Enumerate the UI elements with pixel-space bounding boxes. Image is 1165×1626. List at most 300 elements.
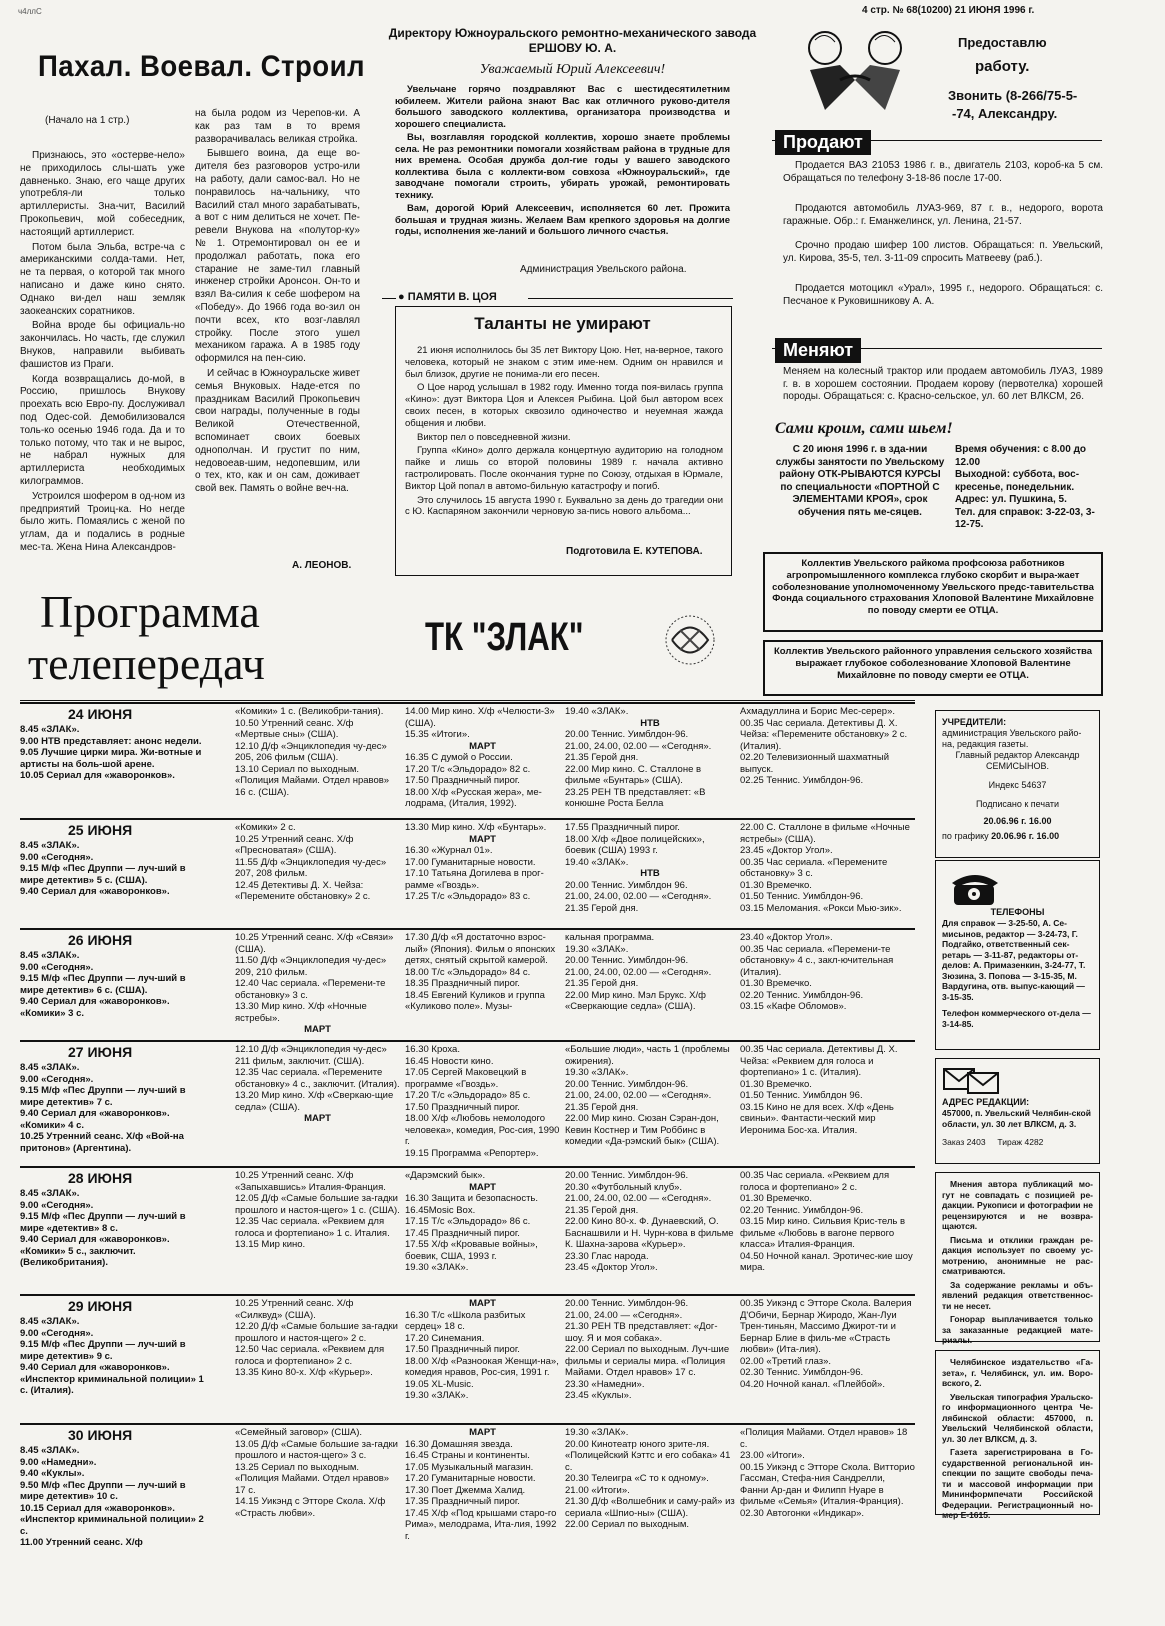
paragraph: Когда возвращались до-мой, в Россию, пришлось Внукову проехать всю Евро-пу. Дослуживал под Одес-сой. Демобилизовался толь-ко осенью 1946 года. Да и то только потому, что так и не вырос, не набрал нужных для артиллериста необходимых килограммов. (20, 373, 185, 487)
schedule-item: 9.15 М/ф «Пес Друппи — луч-ший в мире «детектив» 8 с. (20, 1211, 186, 1234)
sew-left: С 20 июня 1996 г. в зда-нии службы занятости по Увельскому району ОТК-РЫВАЮТСЯ КУРСЫ по специальности «ПОРТНОЙ С ЭЛЕМЕНТАМИ КРОЯ», срок обучения пять ме-сяцев. (775, 444, 945, 518)
schedule-item: 18.00 Х/ф «Двое полицейских», боевик (США) 1993 г. (565, 833, 705, 856)
schedule-item: 10.15 Сериал для «жаворонков». «Инспектор криминальной полиции» 2 с. (20, 1502, 204, 1537)
ad-item: Продается мотоцикл «Урал», 1995 г., недорого. Обращаться: с. Песчаное к Руковишникову А. А. (783, 283, 1103, 307)
founders-date1: 20.06.96 г. 16.00 (983, 816, 1052, 826)
schedule-item: 8.45 «ЗЛАК». (20, 1445, 80, 1456)
schedule-item: 16.35 С думой о России. (405, 752, 513, 763)
schedule-column (405, 1044, 560, 1159)
sew-right (955, 444, 1105, 532)
day-heading: 29 ИЮНЯ (68, 1298, 133, 1314)
founders-title: УЧРЕДИТЕЛИ: (942, 717, 1007, 727)
schedule-column (20, 1445, 205, 1549)
schedule-item: 17.30 Д/ф «Я достаточно взрос-лый» (Япония). Фильм о японских детях, снятый скрытой камерой. (405, 932, 556, 966)
schedule-item: 20.00 Теннис. Уимблдон-96. (565, 1078, 689, 1090)
article-col2 (195, 108, 360, 498)
schedule-item: 9.40 Сериал для «жаворонков». «Инспектор криминальной полиции» 1 с. (Италия). (20, 1362, 204, 1396)
schedule-item: 17.45 Праздничный пирог. (405, 1227, 520, 1239)
print-label: Тираж (997, 1137, 1023, 1147)
schedule-item: 10.25 Утренний сеанс. Х/ф «Силквуд» (США). (235, 1298, 354, 1321)
schedule-item: 00.35 Час сериала. Детективы Д. Х. Чейза: «Реквием для голоса и фортепиано» 1 с. (Италия). (740, 1044, 898, 1078)
job-ad-line4: -74, Александру. (952, 106, 1058, 121)
order-label: Заказ (942, 1137, 965, 1147)
schedule-item: 12.05 Д/ф «Самые большие за-гадки прошлого и настоя-щего» 1 с. (США). (235, 1193, 400, 1216)
bullet-icon: ● (398, 291, 405, 303)
day-block (20, 1044, 940, 1162)
day-block (20, 932, 940, 1036)
article-author: А. ЛЕОНОВ. (292, 560, 352, 571)
schedule-item: 13.25 Сериал по выходным. «Полиция Майами. Отдел нравов» 17 с. (235, 1461, 390, 1496)
schedule-item: Ахмадуллина и Борис Мес-серер». (740, 706, 896, 717)
publisher-item: Газета зарегистрирована в Го-сударственной региональной ин-спекции по защите свободы печа-ти и массовой информации при Мининформпечати Российской Федерации. Регистрационный но-мер Е-1615. (942, 1447, 1093, 1520)
schedule-item: 20.00 Теннис. Уимблдон-96. (565, 1298, 689, 1309)
schedule-item: 10.25 Утренний сеанс. Х/ф «Вой-на притонов» (Аргентина). (20, 1131, 184, 1154)
schedule-item: 12.40 Час сериала. «Перемени-те обстановку» 3 с. (235, 978, 386, 1001)
schedule-item: «Большие люди», часть 1 (проблемы ожирения). (565, 1044, 730, 1067)
schedule-item: 20.30 Телеигра «С то к одному». (565, 1473, 709, 1484)
paragraph: Потом была Эльба, встре-ча с американскими солда-тами. Нет, не та первая, о которой так много написано и даже кино снято. Однако ви-дел наш земляк заокеанских соратников. (20, 241, 185, 317)
schedule-item: 03.15 «Кафе Обломов». (740, 1001, 847, 1012)
schedule-item: МАРТ (469, 1427, 496, 1438)
schedule-item: 21.00, 24.00, 02.00 — «Сегодня». (565, 966, 712, 978)
ad-item: Продается ВАЗ 21053 1986 г. в., двигатель 2103, короб-ка 5 см. Обращаться по телефону 3-18-86 после 17-00. (783, 160, 1103, 184)
schedule-item: 12.45 Детективы Д. Х. Чейза: «Перемените обстановку» 2 с. (235, 879, 371, 902)
schedule-item: 18.45 Евгений Куликов и группа «Куликово поле». Музы- (405, 989, 545, 1012)
program-title-2: телепередач (28, 638, 265, 689)
schedule-column (565, 1298, 735, 1402)
schedule-item: 13.10 Сериал по выходным. «Полиция Майами. Отдел нравов» 16 с. (США). (235, 763, 390, 798)
paragraph: Бывшего воина, да еще во-дителя без разговоров устро-или на работу, дали самос-вал. Но не понравилось на-чальнику, что Василий стал много зарабатывать, а вот с ним делиться не хочет. Пе-ревели Внукова на «полутор-ку» № 1. Отремонтировал он ее и продолжал работать, пока его старание не заме-тил главный инженер стройки Аронсон. Он-то и взял Ва-силия к себе шофером на «Победу». До 1966 года во-зил он почти всех, кто возг-лавлял стройку. После этого ушел механиком гаража. А в 1985 году оформился на пен-сию. (195, 148, 360, 365)
schedule-item: 9.50 М/ф «Пес Друппи — луч-ший в мире детектив» 10 с. (20, 1479, 186, 1502)
schedule-item: 21.35 Герой дня. (565, 1101, 639, 1113)
schedule-item: 13.05 Д/ф «Самые большие за-гадки прошлого и настоя-щего» 3 с. (235, 1438, 398, 1461)
schedule-item: МАРТ (304, 1024, 331, 1035)
day-block (20, 822, 940, 924)
paragraph: И сейчас в Южноуральске живет семья Внуковых. Наде-ется по праздникам Василий Прокопьевич свои награды, полученные в годы Великой Отечественной, вспоминает своих боевых однополчан. И грустит по ним, недовоеав-шим, недопевшим, или о тех, кто, как и он сам, доживает свой век. Память о войне веч-на. (195, 367, 360, 495)
day-heading: 25 ИЮНЯ (68, 822, 133, 838)
schedule-column (405, 822, 560, 903)
disclaimer-item: Мнения автора публикаций мо-гут не совпадать с позицией ре-дакции. Рукописи и фотографии не рецензируются и не возвра-щаются. (942, 1179, 1093, 1231)
schedule-item: 13.20 Мир кино. Х/ф «Сверкаю-щие седла» (США). (235, 1090, 394, 1113)
schedule-item: 10.05 Сериал для «жаворонков». (20, 770, 175, 781)
tsoi-title: Таланты не умирают (474, 314, 651, 333)
schedule-item: 17.15 Т/с «Эльдорадо» 86 с. (405, 1216, 531, 1227)
schedule-item: 17.20 Синемания. (405, 1332, 485, 1344)
print-run: 4282 (1024, 1137, 1044, 1147)
ad-item: Продаются автомобиль ЛУАЗ-969, 87 г. в., недорого, ворота гаражные. Обр.: г. Еманжелинск, ул. Ленина, 21-57. (783, 203, 1103, 227)
schedule-item: 12.10 Д/ф «Энциклопедия чу-дес» 211 фильм, заключит. (США). (235, 1044, 387, 1067)
corner-mark: ч4ллС (18, 7, 42, 16)
schedule-item: 17.20 Т/с «Эльдорадо» 82 с. (405, 763, 531, 775)
greeting-title: Директору Южноуральского ремонтно-механического завода ЕРШОВУ Ю. А. (388, 26, 757, 55)
day-block (20, 1298, 940, 1418)
paragraph: О Цое народ услышал в 1982 году. Именно тогда поя-вилась группа «Кино»: дуэт Виктора Цоя и Алексея Рыбина. Цой был автором всех своих песен, в которых сквозило одиночество и неуемная жажда общения и любви. (405, 382, 723, 429)
schedule-item: 23.45 «Доктор Угол». (565, 1262, 658, 1273)
tsoi-body (405, 345, 723, 520)
schedule-item: 20.00 Теннис. Уимблдон-96. (565, 729, 689, 740)
day-separator (20, 1040, 915, 1042)
schedule-item: 9.00 «Намедни». (20, 1456, 97, 1468)
day-separator (20, 1423, 915, 1425)
schedule-item: 01.30 Времечко. (740, 978, 812, 989)
exchange-header: Меняют (775, 338, 861, 363)
schedule-column (20, 724, 205, 782)
schedule-item: 8.45 «ЗЛАК». (20, 1188, 80, 1199)
schedule-item: 13.35 Кино 80-х. Х/ф «Курьер». (235, 1367, 373, 1378)
schedule-item: 17.50 Праздничный пирог. (405, 775, 520, 786)
schedule-item: 11.00 Утренний сеанс. Х/ф (20, 1537, 143, 1548)
greeting-body (395, 84, 730, 240)
schedule-item: 17.25 Т/с «Эльдорадо» 83 с. (405, 891, 531, 902)
schedule-top-rule (20, 700, 915, 701)
schedule-item: 19.30 «ЗЛАК». (565, 943, 629, 955)
day-heading: 28 ИЮНЯ (68, 1170, 133, 1186)
sew-phone: Тел. для справок: 3-22-03, 3-12-75. (955, 506, 1095, 530)
schedule-item: 8.45 «ЗЛАК». (20, 1062, 80, 1073)
schedule-item: МАРТ (469, 1298, 496, 1309)
schedule-item: 9.15 М/ф «Пес Друппи — луч-ший в мире детектив» 9 с. (20, 1339, 186, 1362)
schedule-item: 19.40 «ЗЛАК». (565, 856, 629, 868)
schedule-item: МАРТ (469, 740, 496, 752)
schedule-column (405, 1170, 560, 1274)
order-number: 2403 (966, 1137, 986, 1147)
job-ad-line1: Предоставлю (958, 35, 1047, 50)
job-ad-line3: Звонить (8-266/75-5- (948, 88, 1078, 103)
greeting-signature: Администрация Увельского района. (520, 264, 687, 275)
schedule-item: 17.05 Музыкальный магазин. (405, 1461, 534, 1473)
schedule-item: 19.30 «ЗЛАК». (565, 1067, 629, 1078)
schedule-column (235, 706, 400, 798)
schedule-item: 23.30 Глас народа. (565, 1250, 649, 1262)
paragraph: 21 июня исполнилось бы 35 лет Виктору Цою. Нет, на-верное, такого человека, который не знаком с этим име-нем. Одним он нравился и был близок, другие не понима-ли его песен. (405, 345, 723, 380)
schedule-item: 23.45 «Доктор Угол». (740, 845, 833, 856)
schedule-column (20, 950, 205, 1019)
paragraph: Виктор пел о повседневной жизни. (417, 431, 571, 443)
schedule-item: 18.00 Х/ф «Любовь немолодого человека», комедия, Рос-сия, 1990 г. (405, 1113, 560, 1147)
schedule-item: 17.35 Праздничный пирог. (405, 1496, 520, 1507)
schedule-column (235, 1298, 400, 1379)
schedule-item: МАРТ (469, 1181, 496, 1193)
schedule-item: 16.30 Т/с «Школа разбитых сердец» 18 с. (405, 1309, 526, 1332)
schedule-item: 16.30 Кроха. (405, 1044, 460, 1055)
schedule-item: МАРТ (469, 833, 496, 845)
schedule-item: 16.45 Новости кино. (405, 1055, 494, 1067)
schedule-item: 02.00 «Третий глаз». (740, 1355, 832, 1367)
day-block (20, 1170, 940, 1290)
founders-graph-label: по графику (942, 831, 989, 841)
schedule-item: 20.00 Кинотеатр юного зрите-ля. «Полицейский Кэттс и его собака» 41 с. (565, 1438, 731, 1473)
schedule-item: 17.20 Гуманитарные новости. (405, 1473, 536, 1484)
day-heading: 30 ИЮНЯ (68, 1427, 133, 1443)
schedule-item: 17.00 Гуманитарные новости. (405, 856, 536, 868)
schedule-item: 19.30 «ЗЛАК». (565, 1427, 629, 1438)
schedule-item: 18.00 Х/ф «Русская жера», ме-лодрама, (Италия, 1992). (405, 786, 542, 809)
telephone-icon (942, 867, 1093, 907)
schedule-item: 22.00 С. Сталлоне в фильме «Ночные ястребы» (США). (740, 822, 910, 845)
schedule-item: 21.35 Герой дня. (565, 978, 639, 989)
schedule-item: НТВ (640, 868, 660, 879)
sell-items (783, 160, 1103, 310)
schedule-item: 8.45 «ЗЛАК». (20, 1316, 80, 1327)
schedule-item: 16.30 «Журнал 01». (405, 845, 493, 856)
schedule-item: 9.00 НТВ представляет: анонс недели. (20, 735, 202, 747)
schedule-item: 03.15 Мир кино. Сильвия Крис-тель в фильме «Любовь в вагоне первого класса» Италия-Франция. (740, 1216, 906, 1250)
schedule-item: 01.30 Времечко. (740, 1193, 812, 1204)
schedule-item: 12.35 Час сериала. «Реквием для голоса и фортепиано» 1 с. Италия. (235, 1216, 390, 1239)
schedule-item: 03.15 Меломания. «Рокси Мью-зик». (740, 902, 902, 914)
condolence-1: Коллектив Увельского райкома профсоюза работников агропромышленного комплекса глубоко скорбит и выра-жает соболезнование уполномоченному Увельского предс-тавительства Фонда социального страхования Хлоповой Валентине Михайловне по поводу смерти ее ОТЦА. (763, 552, 1103, 632)
schedule-item: 9.00 «Сегодня». (20, 1073, 94, 1085)
schedule-item: НТВ (640, 717, 660, 729)
schedule-item: 21.35 Герой дня. (565, 902, 639, 914)
schedule-item: 9.00 «Сегодня». (20, 961, 94, 973)
publisher-item: Челябинское издательство «Га-зета», г. Челябинск, ул. им. Воро-вского, 2. (942, 1357, 1093, 1388)
schedule-item: 12.20 Д/ф «Самые большие за-гадки прошлого и настоя-щего» 2 с. (235, 1321, 398, 1344)
schedule-item: 21.30 Д/ф «Волшебник и саму-рай» из сериала «Шпио-ны» (США). (565, 1496, 735, 1519)
page-info: 4 стр. № 68(10200) 21 ИЮНЯ 1996 г. (862, 5, 1035, 16)
schedule-item: 19.15 Программа «Репортер». (405, 1147, 539, 1159)
schedule-item: 21.00 «Итоги». (565, 1484, 630, 1496)
schedule-item: 9.00 «Сегодня». (20, 1199, 94, 1211)
schedule-item: 8.45 «ЗЛАК». (20, 724, 80, 735)
schedule-column (565, 932, 735, 1013)
paragraph: Вам, дорогой Юрий Алексеевич, исполняется 60 лет. Прожита большая и трудная жизнь. Желаем Вам крепкого здоровья на долгие годы, исполнения же-ланий и большого личного счастья. (395, 203, 730, 237)
schedule-column (235, 1427, 400, 1519)
schedule-column (235, 1044, 400, 1125)
schedule-column (405, 1298, 560, 1402)
schedule-column (740, 706, 915, 787)
schedule-item: 9.00 «Сегодня». (20, 851, 94, 863)
schedule-item: 21.00, 24.00, 02.00 — «Сегодня». (565, 1090, 712, 1101)
article-intro: (Начало на 1 стр.) (45, 115, 130, 126)
schedule-item: 01.30 Времечко. (740, 1078, 812, 1090)
schedule-item: 17.05 Сергей Маковецкий в программе «Гвоздь». (405, 1067, 527, 1090)
schedule-item: 12.10 Д/ф «Энциклопедия чу-дес» 205, 206 фильм (США). (235, 740, 387, 763)
founders-index: Индекс 54637 (988, 780, 1047, 790)
schedule-item: МАРТ (304, 1113, 331, 1124)
day-block (20, 706, 940, 814)
paragraph: Увельчане горячо поздравляют Вас с шестидесятилетним юбилеем. Жители района знают Вас как отличного руково-дителя большого заводского коллектива, организатора производства и хорошего специалиста. (395, 84, 730, 130)
schedule-item: 10.25 Утренний сеанс. Х/ф «Пресноватая» (США). (235, 833, 354, 856)
handshake-illustration (780, 20, 930, 120)
schedule-item: 12.50 Час сериала. «Реквием для голоса и фортепиано» 2 с. (235, 1344, 385, 1367)
day-block (20, 1427, 940, 1567)
address-title: АДРЕС РЕДАКЦИИ: (942, 1097, 1030, 1107)
schedule-item: 10.25 Утренний сеанс. Х/ф «Запыхавшись» Италия-Франция. (235, 1170, 386, 1193)
sew-address: Адрес: ул. Пушкина, 5. (955, 494, 1067, 505)
schedule-column (565, 706, 735, 810)
founders-text: администрация Увельского райо-на, редакция газеты. (942, 728, 1082, 749)
schedule-item: 20.30 «Футбольный клуб». (565, 1181, 683, 1193)
schedule-item: 00.35 Час сериала. «Перемените обстановку» 3 с. (740, 856, 888, 879)
schedule-column (20, 840, 205, 898)
day-separator (20, 702, 915, 704)
paragraph: Устроился шофером в од-ном из предприятий Троиц-ка. Но негде было жить. Помаялись с женой по углам, да и подались в родные мес-та. Жена Нина Александров- (20, 490, 185, 553)
schedule-column (740, 822, 915, 914)
publisher-item: Увельская типография Уральско-го информационного центра Че-лябинской области: 457000, п. Увельский Челябинской области, ул. 30 лет ВЛКСМ, д. 3. (942, 1391, 1093, 1444)
day-separator (20, 818, 915, 820)
schedule-item: «Семейный заговор» (США). (235, 1427, 363, 1438)
founders-date2: 20.06.96 г. 16.00 (991, 831, 1060, 841)
schedule-item: «Комики» 2 с. (235, 822, 296, 833)
exchange-text: Меняем на колесный трактор или продаем автомобиль ЛУАЗ, 1989 г. в. в хорошем состоянии. Продаем корову (первотелка) хорошей породы. Обращаться: с. Красно-сельское, ул. 60 лет ВЛКСМ, 26. (783, 366, 1103, 402)
schedule-item: «Полиция Майами. Отдел нравов» 18 с. (740, 1427, 908, 1450)
disclaimer-item: За содержание рекламы и объ-явлений редакция ответственнос-ти не несет. (942, 1279, 1093, 1311)
schedule-column (740, 1044, 915, 1136)
tsoi-rubric: ● ПАМЯТИ В. ЦОЯ (398, 291, 497, 303)
schedule-item: 02.30 Теннис. Уимблдон-96. (740, 1367, 864, 1378)
schedule-column (405, 706, 560, 810)
schedule-item: 17.50 Праздничный пирог. (405, 1344, 520, 1355)
envelope-icon (942, 1065, 1093, 1097)
schedule-item: 04.50 Ночной канал. Эротичес-кие шоу мира. (740, 1250, 913, 1273)
ad-item: Срочно продаю шифер 100 листов. Обращаться: п. Увельский, ул. Кирова, 35-5, тел. 3-11-09 спросить Матвееву (раб.). (783, 240, 1103, 264)
schedule-item: 16.30 Защита и безопасность. (405, 1193, 539, 1204)
schedule-item: 19.30 «ЗЛАК». (405, 1262, 469, 1273)
condolence-2: Коллектив Увельского районного управления сельского хозяйства выражает глубокое соболезнование Хлоповой Валентине Михайловне по поводу смерти ее ОТЦА. (763, 640, 1103, 696)
schedule-item: 22.00 Сериал по выходным. Луч-шие фильмы и сериалы мира. «Полиция Майами. Отдел нравов» 17 с. (565, 1344, 730, 1378)
sell-header: Продают (775, 130, 871, 155)
schedule-item: 23.25 РЕН ТВ представляет: «В конюшне Роста Белла (565, 786, 706, 809)
schedule-column (740, 1427, 915, 1519)
schedule-item: 10.50 Утренний сеанс. Х/ф «Мертвые сны» (США). (235, 717, 354, 740)
program-title-1: Программа (40, 586, 260, 637)
schedule-item: 11.55 Д/ф «Энциклопедия чу-дес» 207, 208 фильм. (235, 856, 387, 879)
schedule-item: 02.30 Автогонки «Индикар». (740, 1507, 865, 1519)
schedule-item: 00.35 Час сериала. Детективы Д. Х. Чейза: «Перемените обстановку» 2 с. (Италия). (740, 717, 908, 752)
article-col1 (20, 150, 185, 557)
founders-editor: Главный редактор Александр СЕМИСЫНОВ. (955, 750, 1080, 771)
schedule-item: 00.15 Уикэнд с Этторе Скола. Витторио Гассман, Стефа-ния Сандрелли, Фанни Ар-дан и Филипп Нуаре в фильме «Семья» (Италия-Франция). (740, 1461, 915, 1507)
disclaimer-item: Письма и отклики граждан ре-дакция использует по своему ус-мотрению, анонимные не рас-сматриваются. (942, 1234, 1093, 1276)
schedule-item: 16.45Mosic Box. (405, 1204, 476, 1216)
day-heading: 27 ИЮНЯ (68, 1044, 133, 1060)
schedule-item: 12.35 Час сериала. «Перемените обстановку» 4 с., заключит. (Италия). (235, 1067, 400, 1090)
schedule-column (740, 932, 915, 1013)
schedule-item: 14.15 Уикэнд с Этторе Скола. Х/ф «Страсть любви». (235, 1496, 386, 1519)
schedule-column (20, 1316, 205, 1397)
schedule-item: 18.00 Х/ф «Разноокая Женщи-на», комедия нравов, Рос-сия, 1991 г. (405, 1355, 559, 1378)
schedule-item: 16.45 Страны и континенты. (405, 1450, 530, 1461)
schedule-item: 9.40 Сериал для «жаворонков». «Комики» 3 с. (20, 996, 170, 1019)
phones-commercial: Телефон коммерческого от-дела — 3-14-85. (942, 1008, 1091, 1029)
schedule-item: 00.35 Уикэнд с Этторе Скола. Валерия Д'Обичи, Бернар Жиродо, Жан-Луи Трен-тиньян, Массимо Джирот-ти и Бернар Блие в филь-ме «Страсть любви» (Ита-лия). (740, 1298, 912, 1355)
schedule-column (405, 932, 560, 1013)
phones-title: ТЕЛЕФОНЫ (990, 907, 1045, 917)
schedule-item: 9.15 М/ф «Пес Друппи — луч-ший в мире детектив» 6 с. (США). (20, 973, 186, 996)
schedule-item: 9.00 «Сегодня». (20, 1327, 94, 1339)
schedule-column (235, 822, 400, 903)
schedule-column (235, 932, 400, 1036)
schedule-item: 13.15 Мир кино. (235, 1239, 306, 1250)
schedule-item: «Дарэмский бык». (405, 1170, 486, 1181)
schedule-item: 02.20 Теннис. Уимблдон-96. (740, 1204, 864, 1216)
paragraph: Война вроде бы официаль-но закончилась. Но часть, где служил Внуков, направили выбивать фашистов из Праги. (20, 320, 185, 370)
schedule-column (565, 1044, 735, 1148)
founders-signed: Подписано к печати (975, 799, 1060, 809)
zlak-emblem-icon (660, 610, 720, 670)
schedule-column (565, 1427, 735, 1531)
schedule-item: 21.00, 24.00 — «Сегодня». (565, 1309, 683, 1321)
day-heading: 26 ИЮНЯ (68, 932, 133, 948)
schedule-item: 19.30 «ЗЛАК». (405, 1390, 469, 1401)
schedule-item: 18.00 Т/с «Эльдорадо» 84 с. (405, 966, 531, 978)
schedule-item: 01.50 Теннис. Уимблдон 96. (740, 1090, 863, 1101)
paragraph: Группа «Кино» долго держала концертную аудиторию на голодном пайке и лишь со второй половины 1989 г. начала активно гастролировать. После окончания турне по Союзу, отдыхая в Юрмале, Виктор Цой попал в автомо-бильную катастрофу и погиб. (405, 445, 723, 492)
schedule-item: 04.20 Ночной канал. «Плейбой». (740, 1378, 885, 1390)
article-title: Пахал. Воевал. Строил (38, 50, 366, 83)
schedule-item: 22.00 Кино 80-х. Ф. Дунаевский, О. Баснашвили и Н. Чурн-кова в фильме К. Шахна-зарова «Курьер». (565, 1216, 734, 1250)
schedule-item: 02.20 Теннис. Уимблдон-96. (740, 989, 864, 1001)
tk-logo-text: ТК "ЗЛАК" (425, 615, 584, 659)
founders-box (935, 710, 1100, 858)
schedule-column (235, 1170, 400, 1251)
schedule-item: 9.15 М/ф «Пес Друппи — луч-ший в мире детектив» 7 с. (20, 1085, 186, 1108)
address-text: 457000, п. Увельский Челябин-ской области, ул. 30 лет ВЛКСМ, д. 3. (942, 1108, 1091, 1129)
schedule-item: 01.30 Времечко. (740, 879, 812, 891)
schedule-item: «Комики» 1 с. (Великобри-тания). (235, 706, 384, 717)
day-separator (20, 928, 915, 930)
schedule-column (405, 1427, 560, 1542)
sew-weekend: Выходной: суббота, вос-кресенье, понедельник. (955, 469, 1080, 493)
schedule-item: 17.20 Т/с «Эльдорадо» 85 с. (405, 1090, 531, 1101)
schedule-item: 23.00 «Итоги». (740, 1450, 805, 1461)
schedule-item: 17.45 Х/ф «Под крышами старо-го Рима», мелодрама, Ита-лия, 1992 г. (405, 1507, 557, 1542)
tsoi-author: Подготовила Е. КУТЕПОВА. (566, 546, 703, 557)
schedule-item: 22.00 Мир кино. Мэл Брукс. Х/ф «Сверкающие седла» (США). (565, 989, 706, 1012)
paragraph: на была родом из Черепов-ки. А как раз там в то время разворачивалась великая стройка. (195, 108, 360, 145)
schedule-item: 22.00 Мир кино. Сюзан Сэран-дон, Кевин Костнер и Тим Роббинс в комедии «Да-рэмский бык» (США). (565, 1113, 720, 1147)
schedule-column (20, 1188, 205, 1269)
schedule-item: 20.00 Теннис. Уимблдон-96. (565, 955, 689, 966)
schedule-item: 21.35 Герой дня. (565, 752, 639, 763)
schedule-item: 23.40 «Доктор Угол». (740, 932, 833, 943)
schedule-item: 9.40 Сериал для «жаворонков». «Комики» 4 с. (20, 1108, 170, 1131)
schedule-item: 20.00 Теннис. Уимблдон-96. (565, 1170, 689, 1181)
phones-box (935, 860, 1100, 1050)
schedule-column (565, 822, 735, 914)
day-separator (20, 1294, 915, 1296)
schedule-item: 8.45 «ЗЛАК». (20, 950, 80, 961)
address-box (935, 1058, 1100, 1164)
disclaimer-item: Гонорар выплачивается только за заказанные редакцией мате-риалы. (942, 1314, 1093, 1345)
publisher-box (935, 1350, 1100, 1520)
schedule-item: 15.35 «Итоги». (405, 729, 470, 740)
schedule-item: 17.55 Х/ф «Кровавые войны», боевик, США, 1993 г. (405, 1239, 538, 1262)
schedule-column (740, 1298, 915, 1390)
schedule-item: 10.25 Утренний сеанс. Х/ф «Связи» (США). (235, 932, 394, 955)
paragraph: Признаюсь, это «остерве-нело» не приходилось слы-шать уже давненько. Знаю, его чаще других употребля-ли только артиллеристы. Зна-чит, Василий Прокопьевич, мой собеседник, настоящий артиллерист. (20, 150, 185, 238)
schedule-item: 17.50 Праздничный пирог. (405, 1101, 520, 1113)
schedule-item: 21.00, 24.00, 02.00 — «Сегодня». (565, 1193, 712, 1204)
schedule-item: 21.00, 24.00, 02.00 — «Сегодня». (565, 891, 712, 902)
paragraph: Это случилось 15 августа 1990 г. Буквально за день до трагедии они с Ю. Каспаряном закончили черновую за-пись нового альбома... (405, 494, 723, 518)
schedule-item: 17.10 Татьяна Догилева в прог-рамме «Гвоздь». (405, 868, 544, 891)
schedule-item: 9.40 Сериал для «жаворонков». «Комики» 5 с., заключит. (Великобритания). (20, 1234, 170, 1268)
schedule-item: 03.15 Кино не для всех. Х/ф «День свиньи». Фантасти-ческий мир Иеронима Бос-ха. Италия. (740, 1101, 894, 1136)
schedule-item: 22.00 Сериал по выходным. (565, 1519, 690, 1530)
schedule-column (740, 1170, 915, 1274)
schedule-item: 02.20 Телевизионный шахматный выпуск. (740, 752, 890, 775)
greeting-salutation: Уважаемый Юрий Алексеевич! (479, 62, 666, 77)
schedule-item: 20.00 Теннис. Уимблдон 96. (565, 879, 688, 891)
day-heading: 24 ИЮНЯ (68, 706, 133, 722)
schedule-item: 23.30 «Намедни». (565, 1378, 645, 1390)
paragraph: Вы, возглавляя городской коллектив, хорошо знаете проблемы села. Не раз ремонтники помогали хозяйствам района в трудные для них времена. Особая дружба дол-гие годы у вашего заводского коллектива была с коллекти-вом совхоза «Южноуральский», где заводчане помогали строить, убирать урожай, ремонтировать технику. (395, 132, 730, 201)
schedule-item: 02.25 Теннис. Уимблдон-96. (740, 775, 864, 786)
schedule-item: 14.00 Мир кино. Х/ф «Челюсти-3» (США). (405, 706, 555, 729)
schedule-item: 8.45 «ЗЛАК». (20, 840, 80, 851)
